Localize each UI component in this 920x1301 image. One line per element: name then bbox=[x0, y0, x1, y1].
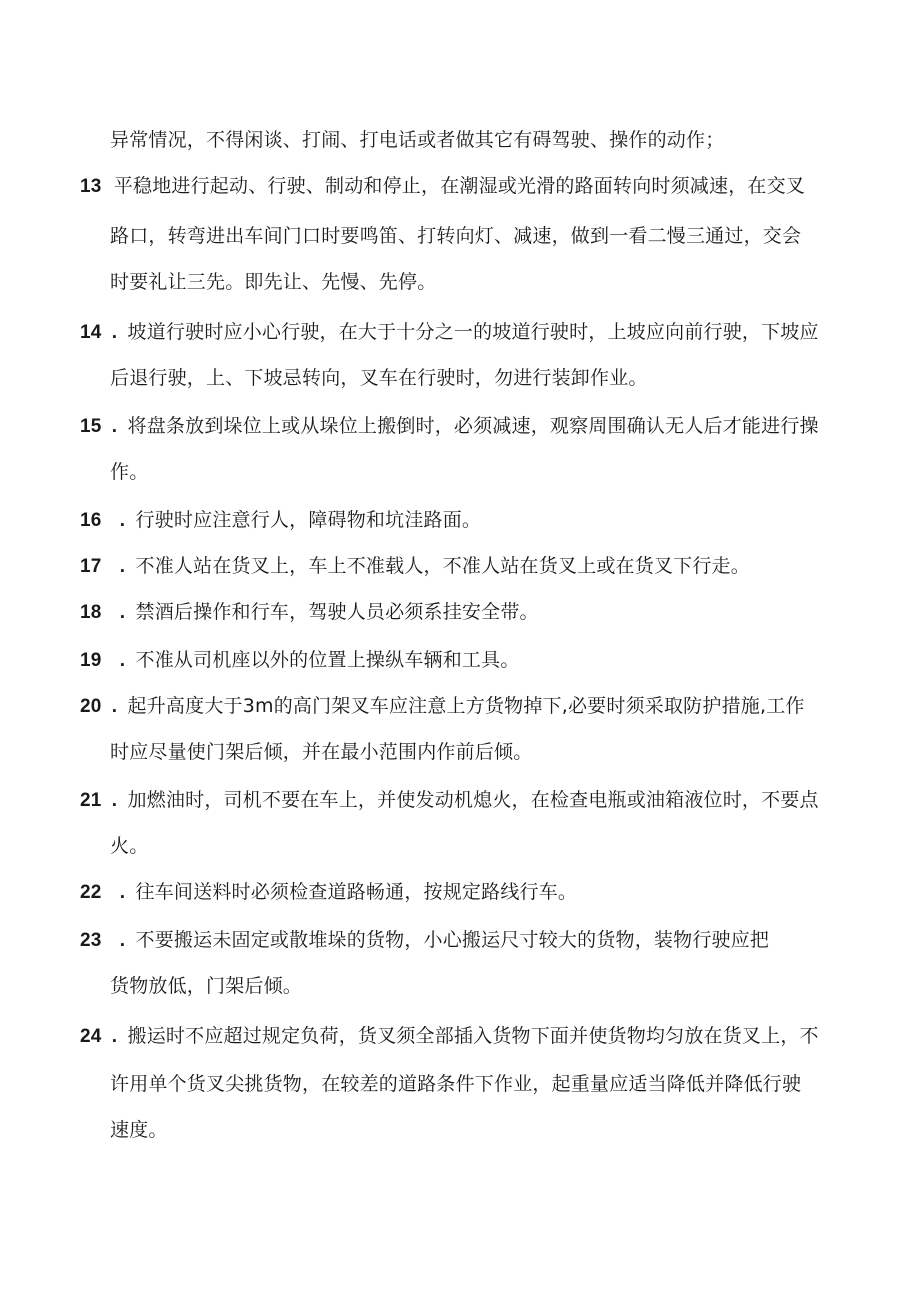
item-separator: . bbox=[111, 416, 118, 437]
list-item-14-cont: 后退行驶，上、下坡忌转向，叉车在行驶时，勿进行装卸作业。 bbox=[110, 367, 648, 389]
list-item-20 bbox=[80, 694, 805, 719]
item-separator: . bbox=[111, 696, 118, 717]
list-item-24-cont: 许用单个货叉尖挑货物，在较差的道路条件下作业，起重量应适当降低并降低行驶 bbox=[110, 1073, 802, 1095]
list-item-16 bbox=[80, 508, 481, 533]
list-item-15 bbox=[80, 414, 819, 439]
list-item-13 bbox=[80, 174, 805, 199]
list-item-22 bbox=[80, 880, 577, 905]
item-number: 15 bbox=[80, 416, 102, 437]
item-number: 18 bbox=[80, 602, 102, 623]
item-number: 13 bbox=[80, 176, 102, 197]
item-text: 不准从司机座以外的位置上操纵车辆和工具。 bbox=[135, 649, 520, 671]
list-item-23 bbox=[80, 928, 769, 953]
paragraph-continuation: 异常情况，不得闲谈、打闹、打电话或者做其它有碍驾驶、操作的动作； bbox=[110, 129, 725, 151]
item-text: 搬运时不应超过规定负荷，货叉须全部插入货物下面并使货物均匀放在货叉上，不 bbox=[127, 1025, 819, 1047]
item-separator: . bbox=[119, 930, 126, 951]
list-item-15-cont: 作。 bbox=[110, 461, 149, 483]
item-number: 24 bbox=[80, 1026, 102, 1047]
item-text: 往车间送料时必须检查道路畅通，按规定路线行车。 bbox=[135, 881, 578, 903]
item-separator: . bbox=[111, 1026, 118, 1047]
item-text: 不准人站在货叉上，车上不准载人，不准人站在货叉上或在货叉下行走。 bbox=[135, 555, 750, 577]
item-text: 不要搬运未固定或散堆垛的货物，小心搬运尺寸较大的货物，装物行驶应把 bbox=[135, 929, 770, 951]
list-item-18 bbox=[80, 600, 539, 625]
item-number: 16 bbox=[80, 510, 102, 531]
item-number: 17 bbox=[80, 556, 102, 577]
list-item-14 bbox=[80, 320, 819, 345]
list-item-13-cont: 路口，转弯进出车间门口时要鸣笛、打转向灯、减速，做到一看二慢三通过，交会 bbox=[110, 225, 802, 247]
item-number: 19 bbox=[80, 650, 102, 671]
list-item-20-cont: 时应尽量使门架后倾，并在最小范围内作前后倾。 bbox=[110, 741, 533, 763]
item-text: 加燃油时，司机不要在车上，并使发动机熄火，在检查电瓶或油箱液位时，不要点 bbox=[127, 789, 819, 811]
list-item-21-cont: 火。 bbox=[110, 835, 149, 857]
list-item-17 bbox=[80, 554, 750, 579]
item-separator: . bbox=[111, 322, 118, 343]
list-item-21 bbox=[80, 788, 819, 813]
item-separator: . bbox=[111, 790, 118, 811]
list-item-24-cont: 速度。 bbox=[110, 1119, 168, 1141]
item-separator: . bbox=[119, 882, 126, 903]
item-number: 23 bbox=[80, 930, 102, 951]
list-item-24 bbox=[80, 1024, 819, 1049]
item-text: 禁酒后操作和行车，驾驶人员必须系挂安全带。 bbox=[135, 601, 539, 623]
list-item-23-cont: 货物放低，门架后倾。 bbox=[110, 975, 303, 997]
item-separator: . bbox=[119, 556, 126, 577]
item-separator: . bbox=[119, 510, 126, 531]
list-item-19 bbox=[80, 648, 520, 673]
item-number: 20 bbox=[80, 696, 102, 717]
item-text: 坡道行驶时应小心行驶，在大于十分之一的坡道行驶时，上坡应向前行驶，下坡应 bbox=[127, 321, 819, 343]
item-number: 22 bbox=[80, 882, 102, 903]
item-text: 行驶时应注意行人，障碍物和坑洼路面。 bbox=[135, 509, 482, 531]
item-number: 21 bbox=[80, 790, 102, 811]
item-text: 将盘条放到垛位上或从垛位上搬倒时，必须减速，观察周围确认无人后才能进行操 bbox=[127, 415, 819, 437]
item-text: 起升高度大于3m的高门架叉车应注意上方货物掉下,必要时须采取防护措施,工作 bbox=[127, 695, 805, 717]
item-separator: . bbox=[119, 650, 126, 671]
list-item-13-cont: 时要礼让三先。即先让、先慢、先停。 bbox=[110, 271, 437, 293]
item-text: 平稳地进行起动、行驶、制动和停止，在潮湿或光滑的路面转向时须减速，在交叉 bbox=[113, 175, 805, 197]
item-separator: . bbox=[119, 602, 126, 623]
item-number: 14 bbox=[80, 322, 102, 343]
